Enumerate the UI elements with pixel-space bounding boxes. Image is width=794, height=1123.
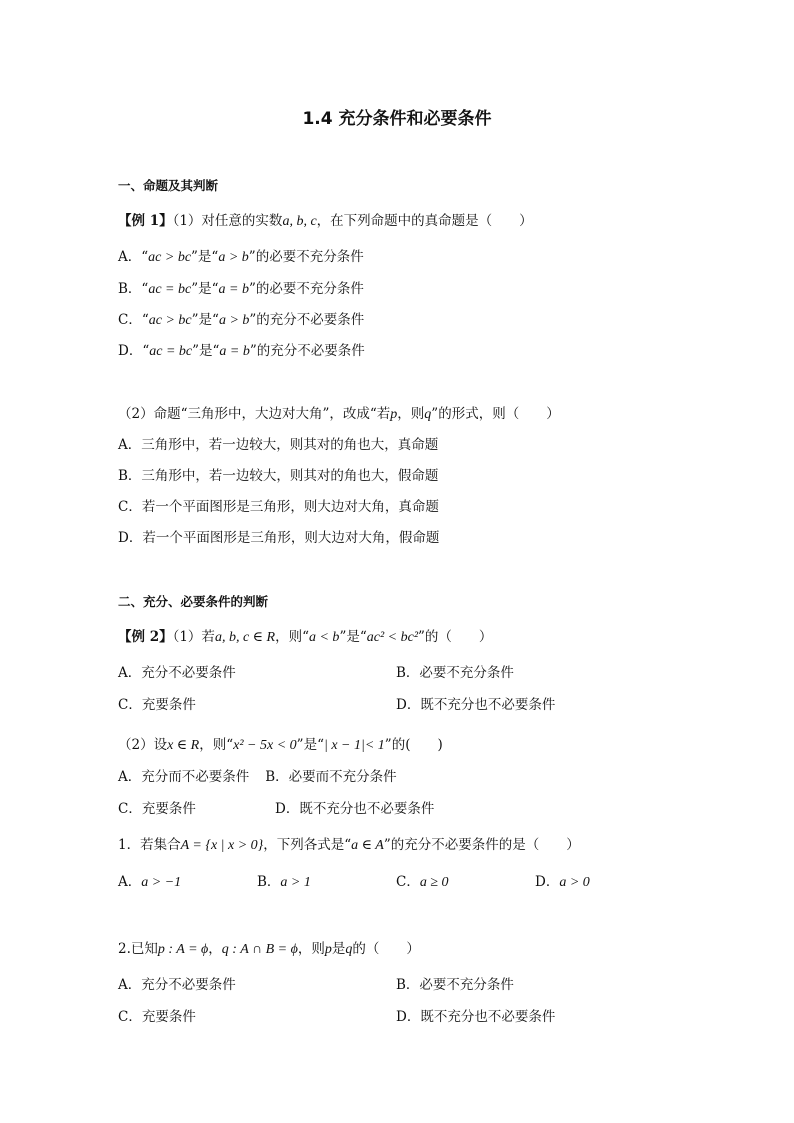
- example-1-question-1: [118, 212, 533, 231]
- option-c: C．充要条件: [118, 697, 196, 713]
- option-label: A．: [118, 249, 142, 265]
- option-c: C．充要条件: [118, 801, 196, 817]
- section-heading-1: 一、命题及其判断: [118, 178, 219, 193]
- option-d: D．既不充分也不必要条件: [396, 697, 556, 713]
- example-tag: 【例 1】: [118, 213, 173, 229]
- question-text: ”的形式，则（ ）: [431, 406, 560, 422]
- option-label: B．: [118, 281, 142, 297]
- option-text: ”是“: [191, 249, 219, 265]
- quote: “: [142, 343, 150, 359]
- math-q: q: [345, 942, 353, 957]
- option-b: B．必要不充分条件: [396, 665, 514, 681]
- quote: “: [141, 281, 149, 297]
- option-c: [118, 311, 364, 330]
- option-text: ”的必要不充分条件: [248, 249, 364, 265]
- option-row: [118, 800, 435, 818]
- question-text: 2.已知: [118, 941, 158, 957]
- page-title: 1.4 充分条件和必要条件: [302, 109, 492, 129]
- option-row: [118, 976, 514, 994]
- option-text: ”是“: [191, 312, 219, 328]
- option-label: C．: [118, 312, 142, 328]
- option-c: C．若一个平面图形是三角形，则大边对大角，真命题: [118, 499, 439, 515]
- question-text: （2）设: [118, 737, 168, 753]
- problem-1: [118, 836, 580, 855]
- math-p: p: [324, 942, 332, 957]
- option-label: D．: [118, 343, 143, 359]
- math-expression: a, b, c ∈ R: [214, 630, 276, 645]
- example-2-question-1: [118, 628, 492, 647]
- question-text: （1）对任意的实数: [172, 213, 283, 229]
- question-text: ，下列各式是“: [263, 837, 352, 853]
- option-text: ”是“: [192, 343, 220, 359]
- option-a: A．充分不必要条件: [118, 977, 236, 993]
- problem-2: [118, 940, 420, 959]
- option-c: C．a ≥ 0: [396, 874, 449, 890]
- option-d: D．既不充分也不必要条件: [396, 1009, 556, 1025]
- math-condition: ac = bc: [149, 344, 193, 359]
- question-text: 的（ ）: [352, 941, 420, 957]
- quote: “: [141, 249, 149, 265]
- question-text: ，在下列命题中的真命题是（ ）: [316, 213, 533, 229]
- math-condition: a ∈ A: [351, 838, 384, 853]
- option-d: D．既不充分也不必要条件: [275, 801, 435, 817]
- option-c: C．充要条件: [118, 1009, 196, 1025]
- option-row: [118, 696, 556, 714]
- math-condition: a > b: [218, 313, 250, 328]
- math-condition: ac² < bc²: [366, 630, 419, 645]
- option-row: [118, 1008, 556, 1026]
- math-condition: ac > bc: [148, 313, 192, 328]
- option-d: [118, 342, 365, 361]
- option-b: B．a > 1: [257, 874, 311, 890]
- math-q-definition: q : A ∩ B = ϕ: [221, 942, 298, 957]
- option-text: ”的充分不必要条件: [249, 312, 365, 328]
- math-condition: ac > bc: [148, 250, 192, 265]
- math-vars: a, b, c: [282, 214, 317, 229]
- option-b: B．必要不充分条件: [396, 977, 514, 993]
- option-row: [118, 664, 514, 682]
- option-b: [118, 280, 364, 299]
- option-a: A．充分不必要条件: [118, 665, 236, 681]
- option-a: A．a > −1: [118, 874, 182, 890]
- math-condition: a = b: [219, 344, 250, 359]
- question-text: ”是“: [339, 629, 367, 645]
- question-text: （2）命题“三角形中，大边对大角”，改成“若: [118, 406, 391, 422]
- question-text: ”的充分不必要条件的是（ ）: [383, 837, 580, 853]
- option-b: B．必要而不充分条件: [265, 769, 397, 785]
- math-p: p: [390, 407, 398, 422]
- question-text: （1）若: [172, 629, 215, 645]
- math-condition: a < b: [308, 630, 340, 645]
- option-text: ”的必要不充分条件: [248, 281, 364, 297]
- quote: “: [141, 312, 149, 328]
- question-text: ，则“: [275, 629, 309, 645]
- option-a: A．充分而不必要条件: [118, 769, 250, 785]
- example-2-question-2: [118, 736, 443, 755]
- option-text: ”的充分不必要条件: [249, 343, 365, 359]
- question-text: 1．若集合: [118, 837, 181, 853]
- question-text: ，则: [297, 941, 325, 957]
- math-condition: x² − 5x < 0: [233, 738, 297, 753]
- question-text: ，则: [397, 406, 425, 422]
- question-text: ，则“: [199, 737, 234, 753]
- option-a: [118, 248, 364, 267]
- math-condition: a > b: [218, 250, 249, 265]
- option-d: D．a > 0: [535, 874, 590, 890]
- example-tag: 【例 2】: [118, 629, 173, 645]
- option-text: ”是“: [191, 281, 219, 297]
- question-text: ”的( ): [384, 737, 443, 753]
- question-text: 是: [331, 941, 346, 957]
- math-condition: | x − 1|< 1: [323, 738, 385, 753]
- question-text: ”是“: [296, 737, 324, 753]
- option-row: [118, 768, 397, 786]
- math-condition: a = b: [218, 282, 249, 297]
- question-text: ”的（ ）: [418, 629, 493, 645]
- math-p-definition: p : A = ϕ: [157, 942, 209, 957]
- separator: ，: [208, 941, 222, 957]
- example-1-question-2: [118, 405, 560, 424]
- math-condition: ac = bc: [148, 282, 192, 297]
- section-heading-2: 二、充分、必要条件的判断: [118, 594, 269, 609]
- math-expression: x ∈ R: [167, 738, 200, 753]
- option-a: A．三角形中，若一边较大，则其对的角也大，真命题: [118, 437, 439, 453]
- math-q: q: [424, 407, 432, 422]
- option-b: B．三角形中，若一边较大，则其对的角也大，假命题: [118, 468, 439, 484]
- math-set: A = {x | x > 0}: [180, 838, 264, 853]
- option-d: D．若一个平面图形是三角形，则大边对大角，假命题: [118, 530, 440, 546]
